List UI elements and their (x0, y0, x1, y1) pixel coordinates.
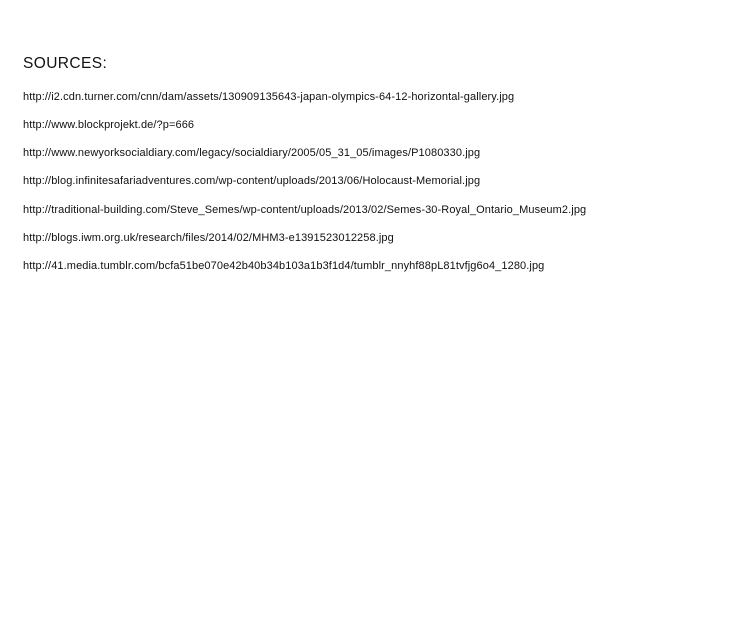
source-url: http://www.newyorksocialdiary.com/legacy/socialdiary/2005/05_31_05/images/P1080330.jpg (23, 147, 481, 160)
source-url: http://blog.infinitesafariadventures.com/wp-content/uploads/2013/06/Holocaust-Memorial.jpg (23, 175, 481, 188)
source-list (23, 92, 710, 272)
page-title: SOURCES: (23, 55, 108, 72)
source-url: http://blogs.iwm.org.uk/research/files/2014/02/MHM3-e1391523012258.jpg (23, 231, 394, 244)
source-url: http://i2.cdn.turner.com/cnn/dam/assets/130909135643-japan-olympics-64-12-horizontal-gallery.jpg (23, 90, 515, 103)
source-url: http://www.blockprojekt.de/?p=666 (23, 119, 195, 131)
source-url: http://traditional-building.com/Steve_Semes/wp-content/uploads/2013/02/Semes-30-Royal_Ontario_Museum2.jpg (23, 203, 587, 216)
source-url: http://41.media.tumblr.com/bcfa51be070e42b40b34b103a1b3f1d4/tumblr_nnyhf88pL81tvfjg6o4_1280.jpg (23, 259, 545, 272)
